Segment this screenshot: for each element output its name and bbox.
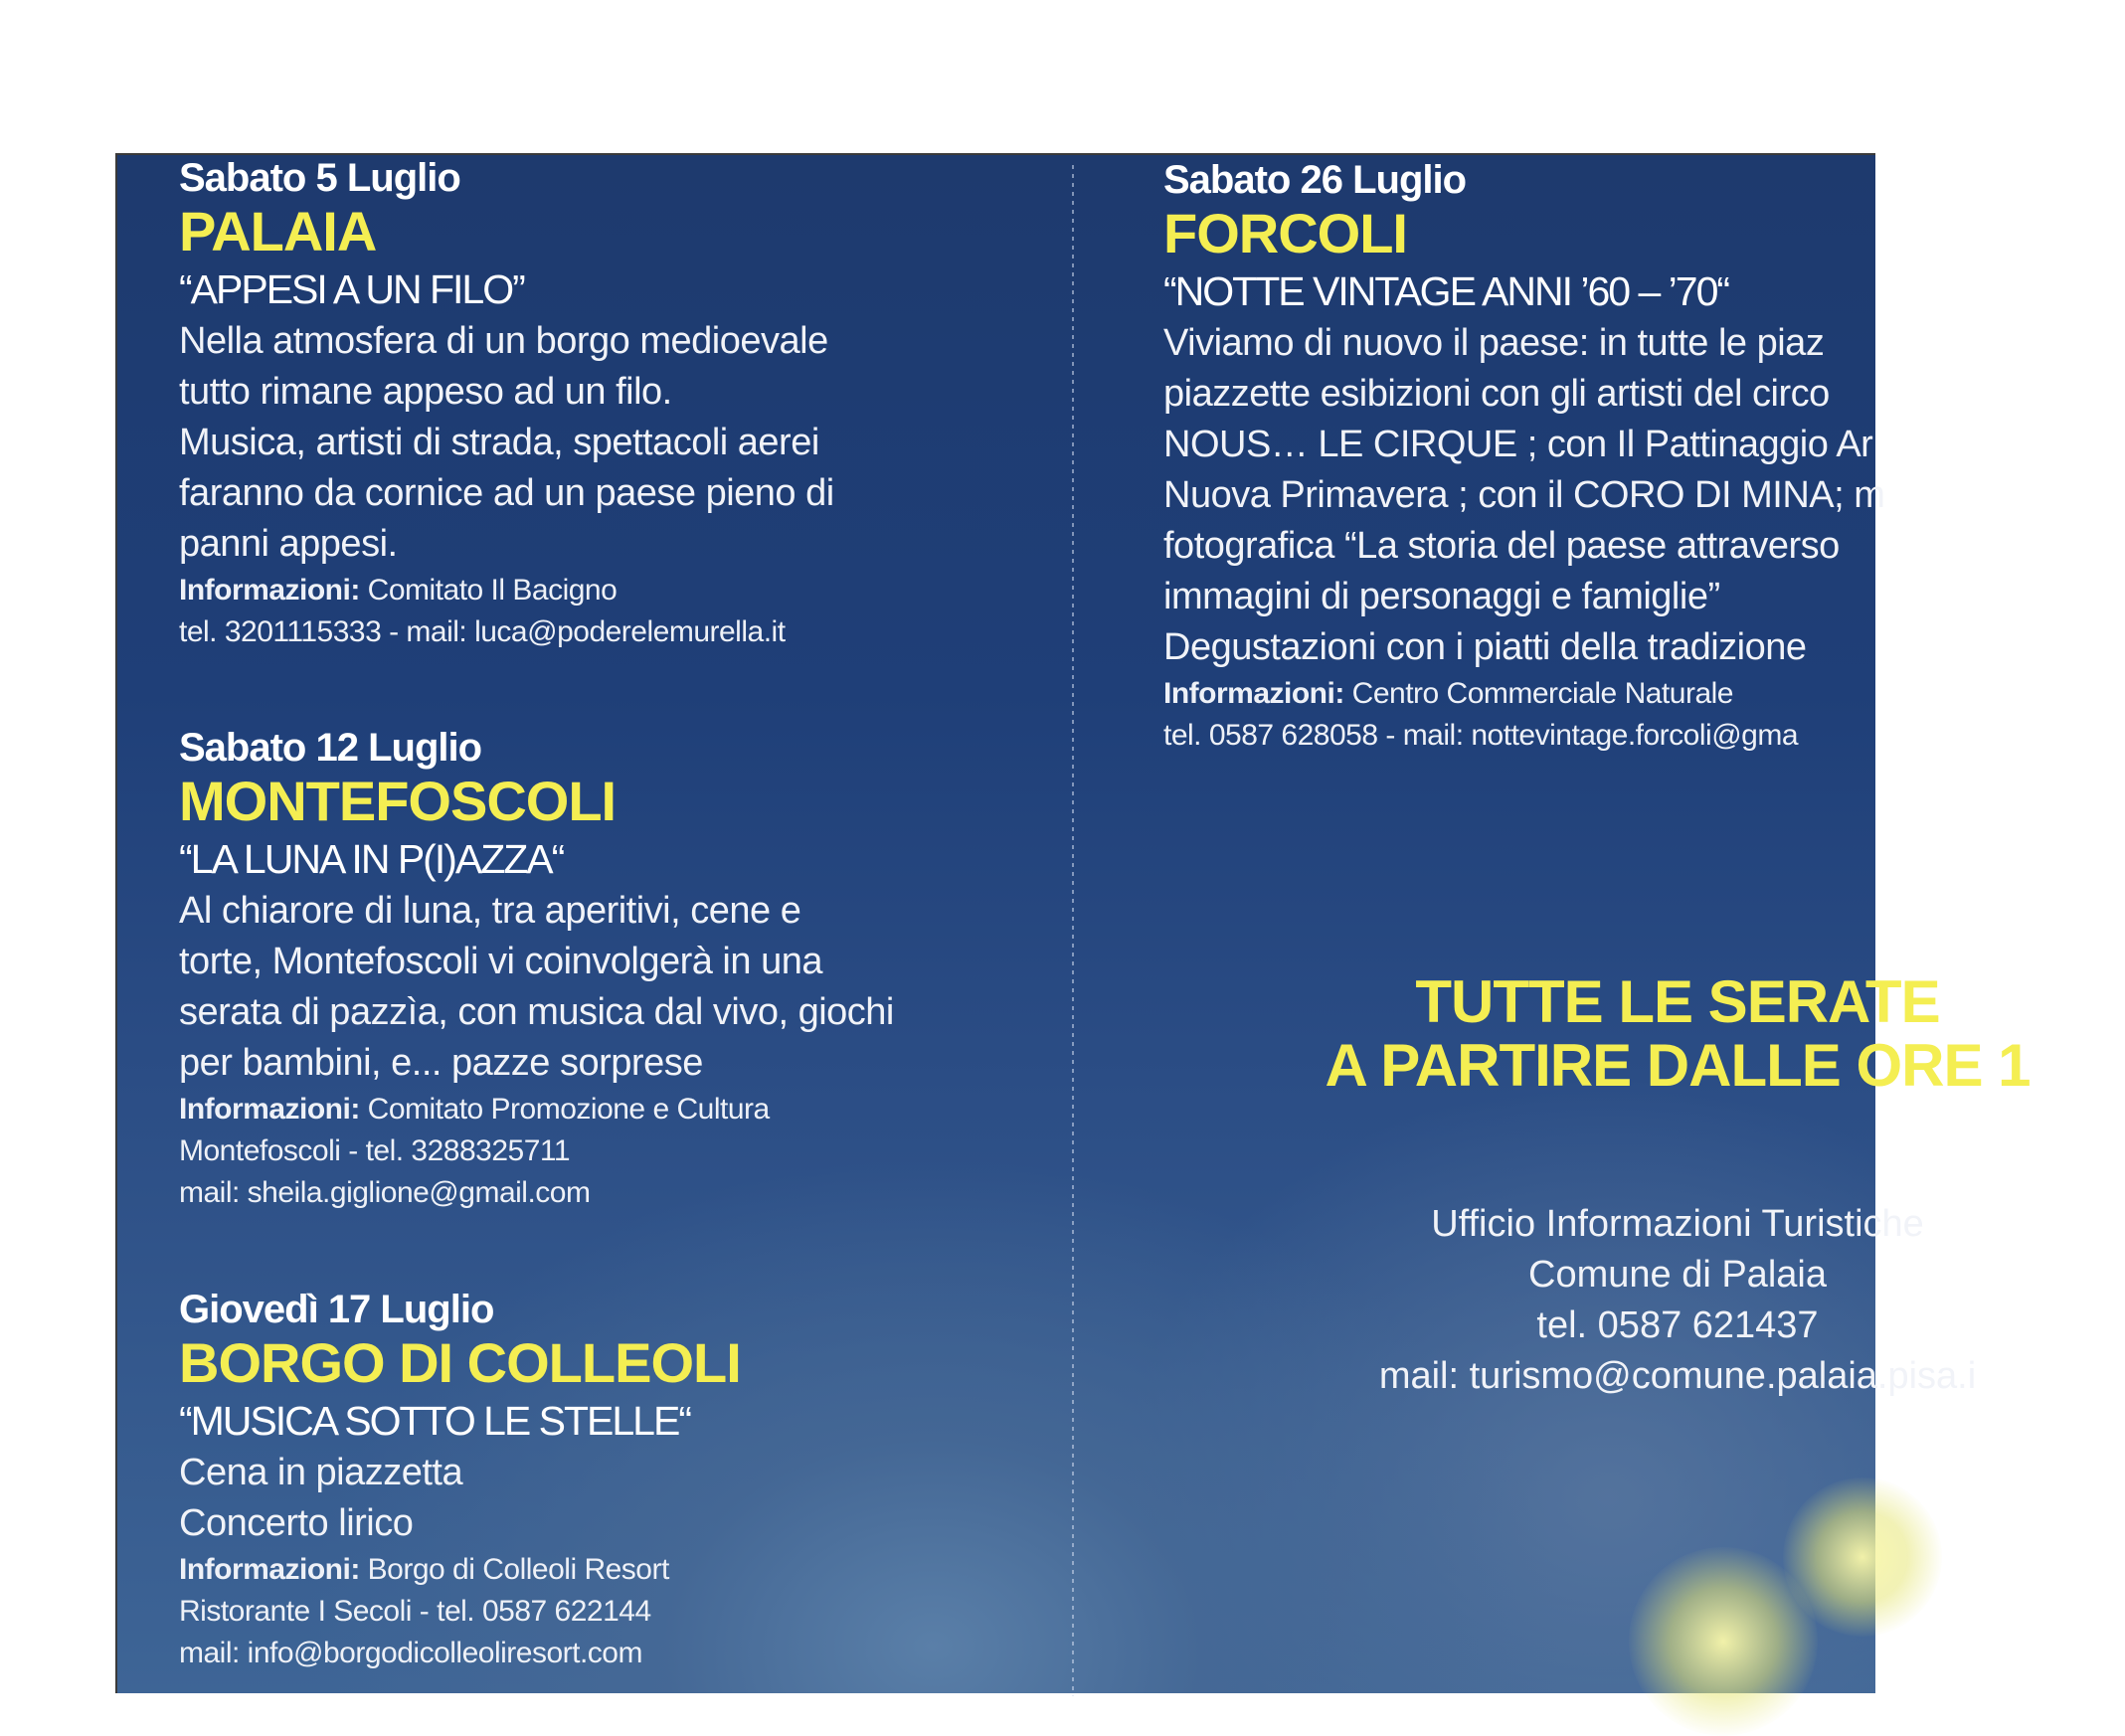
info-label: Informazioni: <box>179 1553 360 1586</box>
event-info <box>179 1549 741 1674</box>
description-line: Nuova Primavera ; con il CORO DI MINA; m <box>1163 474 1885 516</box>
event-info <box>179 1089 894 1214</box>
info-contact: mail: sheila.giglione@gmail.com <box>179 1176 591 1209</box>
description-line: Cena in piazzetta <box>179 1452 463 1493</box>
event-borgo-di-colleoli <box>179 1287 741 1674</box>
description-line: Viviamo di nuovo il paese: in tutte le piaz <box>1163 322 1825 364</box>
office-name: Ufficio Informazioni Turistiche <box>1431 1203 1924 1245</box>
event-info <box>1163 673 1884 757</box>
description-line: torte, Montefoscoli vi coinvolgerà in una <box>179 941 822 982</box>
event-description <box>179 316 834 570</box>
description-line: immagini di personaggi e famiglie” <box>1163 576 1720 617</box>
flyer-sheet <box>115 153 2031 1693</box>
info-contact: mail: info@borgodicolleoliresort.com <box>179 1637 642 1669</box>
banner-line: A PARTIRE DALLE ORE 1 <box>1325 1032 2031 1099</box>
description-line: Al chiarore di luna, tra aperitivi, cene e <box>179 890 801 932</box>
event-date: Sabato 5 Luglio <box>179 156 460 200</box>
event-date: Giovedì 17 Luglio <box>179 1288 494 1331</box>
office-phone: tel. 0587 621437 <box>1536 1304 1819 1346</box>
event-montefoscoli <box>179 725 894 1214</box>
event-forcoli <box>1163 157 1884 757</box>
event-place: BORGO DI COLLEOLI <box>179 1331 741 1394</box>
office-town: Comune di Palaia <box>1528 1254 1827 1296</box>
info-text: Borgo di Colleoli Resort <box>359 1553 669 1586</box>
description-line: Musica, artisti di strada, spettacoli aerei <box>179 422 819 463</box>
info-label: Informazioni: <box>1163 677 1344 710</box>
event-place: MONTEFOSCOLI <box>179 770 617 832</box>
info-label: Informazioni: <box>179 574 360 607</box>
description-line: Degustazioni con i piatti della tradizione <box>1163 626 1807 668</box>
event-date: Sabato 12 Luglio <box>179 726 482 770</box>
info-text: Comitato Il Bacigno <box>359 574 618 607</box>
lantern-glow-decoration <box>1783 1477 1942 1637</box>
description-line: panni appesi. <box>179 523 398 565</box>
info-text: Centro Commerciale Naturale <box>1343 677 1733 710</box>
description-line: per bambini, e... pazze sorprese <box>179 1042 703 1084</box>
description-line: fotografica “La storia del paese attraverso <box>1163 525 1840 567</box>
info-text: Comitato Promozione e Cultura <box>359 1093 770 1126</box>
description-line: piazzette esibizioni con gli artisti del circo <box>1163 373 1830 415</box>
info-contact: tel. 3201115333 - mail: luca@poderelemurella.it <box>179 615 786 648</box>
event-title: “NOTTE VINTAGE ANNI ’60 – ’70“ <box>1163 268 1729 314</box>
info-line <box>179 570 834 611</box>
info-contact: tel. 0587 628058 - mail: nottevintage.forcoli@gma <box>1163 719 1799 752</box>
info-contact: Ristorante I Secoli - tel. 0587 622144 <box>179 1595 651 1628</box>
event-title: “APPESI A UN FILO” <box>179 266 524 312</box>
info-line <box>179 1089 894 1130</box>
event-info <box>179 570 834 653</box>
description-line: tutto rimane appeso ad un filo. <box>179 371 672 413</box>
event-place: FORCOLI <box>1163 202 1407 264</box>
info-line <box>1163 673 1884 715</box>
event-description <box>179 886 894 1089</box>
event-description <box>1163 318 1884 673</box>
event-date: Sabato 26 Luglio <box>1163 158 1467 202</box>
description-line: Concerto lirico <box>179 1502 414 1544</box>
event-description <box>179 1448 741 1549</box>
description-line: faranno da cornice ad un paese pieno di <box>179 472 834 514</box>
fold-line <box>1072 165 1074 1696</box>
tourist-office-info <box>1230 1199 2125 1402</box>
info-line <box>179 1549 741 1591</box>
description-line: serata di pazzìa, con musica dal vivo, giochi <box>179 991 894 1033</box>
info-contact: Montefoscoli - tel. 3288325711 <box>179 1134 571 1167</box>
description-line: Nella atmosfera di un borgo medioevale <box>179 320 828 362</box>
start-time-banner <box>1230 970 2125 1098</box>
info-label: Informazioni: <box>179 1093 360 1126</box>
event-place: PALAIA <box>179 200 377 262</box>
description-line: NOUS… LE CIRQUE ; con Il Pattinaggio Ar <box>1163 424 1873 465</box>
office-email: mail: turismo@comune.palaia.pisa.i <box>1378 1355 1977 1397</box>
banner-line: TUTTE LE SERATE <box>1415 968 1940 1035</box>
event-title: “MUSICA SOTTO LE STELLE“ <box>179 1398 690 1444</box>
event-title: “LA LUNA IN P(I)AZZA“ <box>179 836 564 882</box>
event-palaia <box>179 155 834 653</box>
